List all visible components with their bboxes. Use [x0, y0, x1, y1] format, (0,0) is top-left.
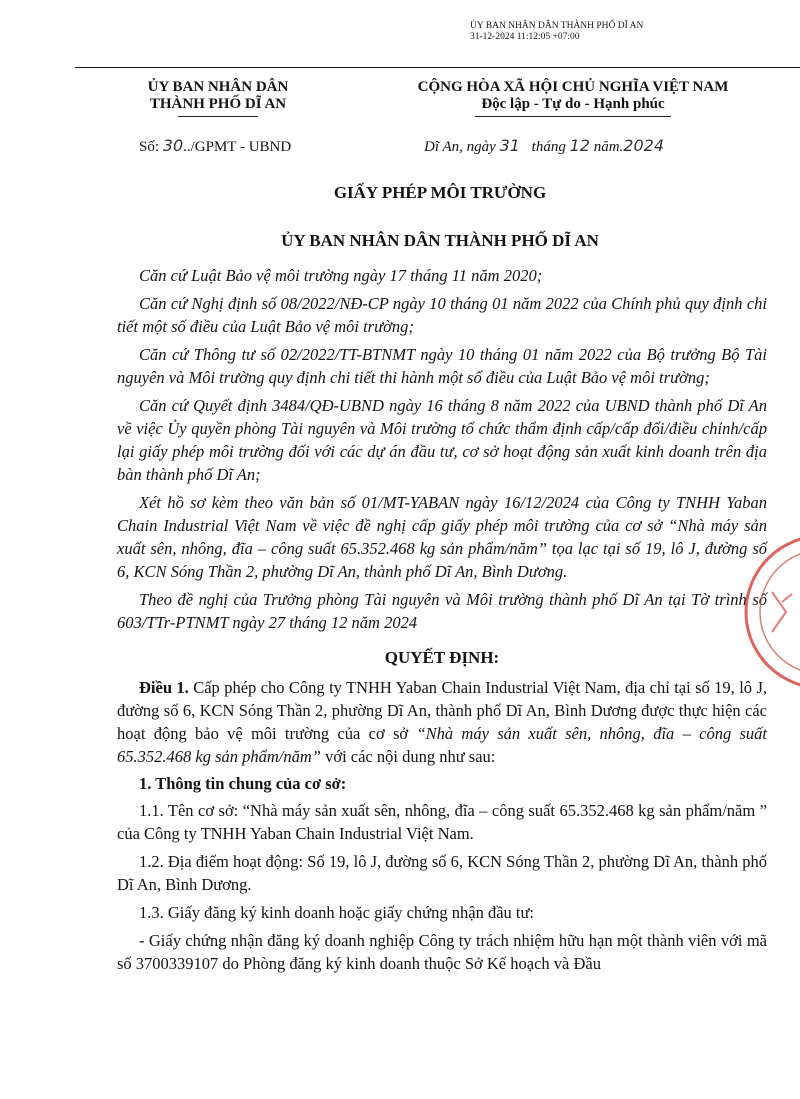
year-label: năm. [593, 139, 624, 155]
seal-inner-ring [760, 550, 800, 674]
article-1-text: Cấp phép cho Công ty TNHH Yaban Chain Industrial Việt Nam, địa chỉ tại số 19, lô J, đường số 6, KCN Sóng Thần 2, phường Dĩ An, thành phố Dĩ An, Bình Dương được thực hiện các hoạt động bảo vệ môi trường của cơ sở [117, 678, 768, 743]
basis-1: Căn cứ Luật Bảo vệ môi trường ngày 17 tháng 11 năm 2020; [139, 266, 543, 285]
e-signature-timestamp: 31-12-2024 11:12:05 +07:00 [470, 32, 580, 42]
country-underline [475, 116, 671, 117]
basis-6: Theo đề nghị của Trưởng phòng Tài nguyên và Môi trường thành phố Dĩ An tại Tờ trình số 603/TTr-PTNMT ngày 27 tháng 12 năm 2024 [117, 590, 767, 632]
e-signature-stamp [470, 21, 643, 43]
agency-line2: THÀNH PHỐ DĨ AN [149, 96, 287, 112]
document-body [117, 264, 767, 975]
item-1-1: 1.1. Tên cơ sở: “Nhà máy sản xuất sên, nhông, đĩa – công suất 65.352.468 kg sản phẩm/năm ” của Công ty TNHH Yaban Chain Industrial Việt Nam. [117, 801, 767, 843]
country-line2: Độc lập - Tự do - Hạnh phúc [481, 96, 665, 112]
place-date-prefix: Dĩ An, ngày [424, 139, 496, 155]
document-title: GIẤY PHÉP MÔI TRƯỜNG [333, 183, 547, 202]
agency-line1: ỦY BAN NHÂN DÂN [147, 79, 289, 95]
article-1 [117, 676, 767, 768]
seal-mark [772, 592, 792, 632]
agency-underline [178, 116, 258, 117]
item-1-3: 1.3. Giấy đăng ký kinh doanh hoặc giấy chứng nhận đầu tư: [139, 903, 535, 922]
article-1-label: Điều 1. [139, 678, 189, 697]
number-label: Số: [139, 139, 160, 155]
article-1-facility: “Nhà máy sản xuất sên, nhông, đĩa – công suất 65.352.468 kg sản phẩm/năm” [117, 724, 767, 766]
number-handwritten: 30 [162, 136, 184, 155]
basis-2: Căn cứ Nghị định số 08/2022/NĐ-CP ngày 10 tháng 01 năm 2022 của Chính phủ quy định chi tiết một số điều của Luật Bảo vệ môi trường; [117, 294, 767, 336]
e-signature-line1: ỦY BAN NHÂN DÂN THÀNH PHỐ DĨ AN [470, 21, 644, 31]
year-handwritten: 2024 [623, 136, 665, 155]
agency-block [118, 79, 318, 117]
place-date [424, 137, 754, 156]
document-number [139, 137, 291, 156]
seal-partial [742, 532, 800, 692]
month-handwritten: 12 [569, 136, 590, 155]
country-line1: CỘNG HÒA XÃ HỘI CHỦ NGHĨA VIỆT NAM [417, 79, 729, 95]
page-top-rule [75, 67, 800, 68]
issuer-heading: ỦY BAN NHÂN DÂN THÀNH PHỐ DĨ AN [281, 231, 599, 250]
month-label: tháng [531, 139, 566, 155]
basis-3: Căn cứ Thông tư số 02/2022/TT-BTNMT ngày 10 tháng 01 năm 2022 của Bộ trưởng Bộ Tài nguyên và Môi trường quy định chi tiết thi hành một số điều của Luật Bảo vệ môi trường; [117, 345, 767, 387]
seal-outer-ring [746, 536, 800, 688]
item-1-3-detail: - Giấy chứng nhận đăng ký doanh nghiệp Công ty trách nhiệm hữu hạn một thành viên với mã số 3700339107 do Phòng đăng ký kinh doanh thuộc Sở Kế hoạch và Đầu [117, 931, 767, 973]
country-block [392, 79, 754, 117]
basis-4: Căn cứ Quyết định 3484/QĐ-UBND ngày 16 tháng 8 năm 2022 của UBND thành phố Dĩ An về việc Ủy quyền phòng Tài nguyên và Môi trường tổ chức thẩm định cấp/cấp đổi/điều chỉnh/cấp lại giấy phép môi trường đối với các dự án đầu tư, cơ sở hoạt động sản xuất kinh doanh trên địa bàn thành phố Dĩ An; [117, 396, 767, 484]
number-suffix: ../GPMT - UBND [183, 139, 292, 155]
article-1-tail: với các nội dung như sau: [320, 747, 496, 766]
decision-heading: QUYẾT ĐỊNH: [384, 648, 500, 667]
day-handwritten: 31 [499, 136, 520, 155]
section-1-heading: 1. Thông tin chung của cơ sở: [139, 774, 347, 793]
basis-5: Xét hồ sơ kèm theo văn bản số 01/MT-YABAN ngày 16/12/2024 của Công ty TNHH Yaban Chain Industrial Việt Nam về việc đề nghị cấp giấy phép môi trường của cơ sở “Nhà máy sản xuất sên, nhông, đĩa – công suất 65.352.468 kg sản phẩm/năm” tọa lạc tại số 19, lô J, đường số 6, KCN Sóng Thần 2, phường Dĩ An, thành phố Dĩ An, Bình Dương. [117, 493, 767, 581]
item-1-2: 1.2. Địa điểm hoạt động: Số 19, lô J, đường số 6, KCN Sóng Thần 2, phường Dĩ An, thành phố Dĩ An, Bình Dương. [117, 852, 767, 894]
